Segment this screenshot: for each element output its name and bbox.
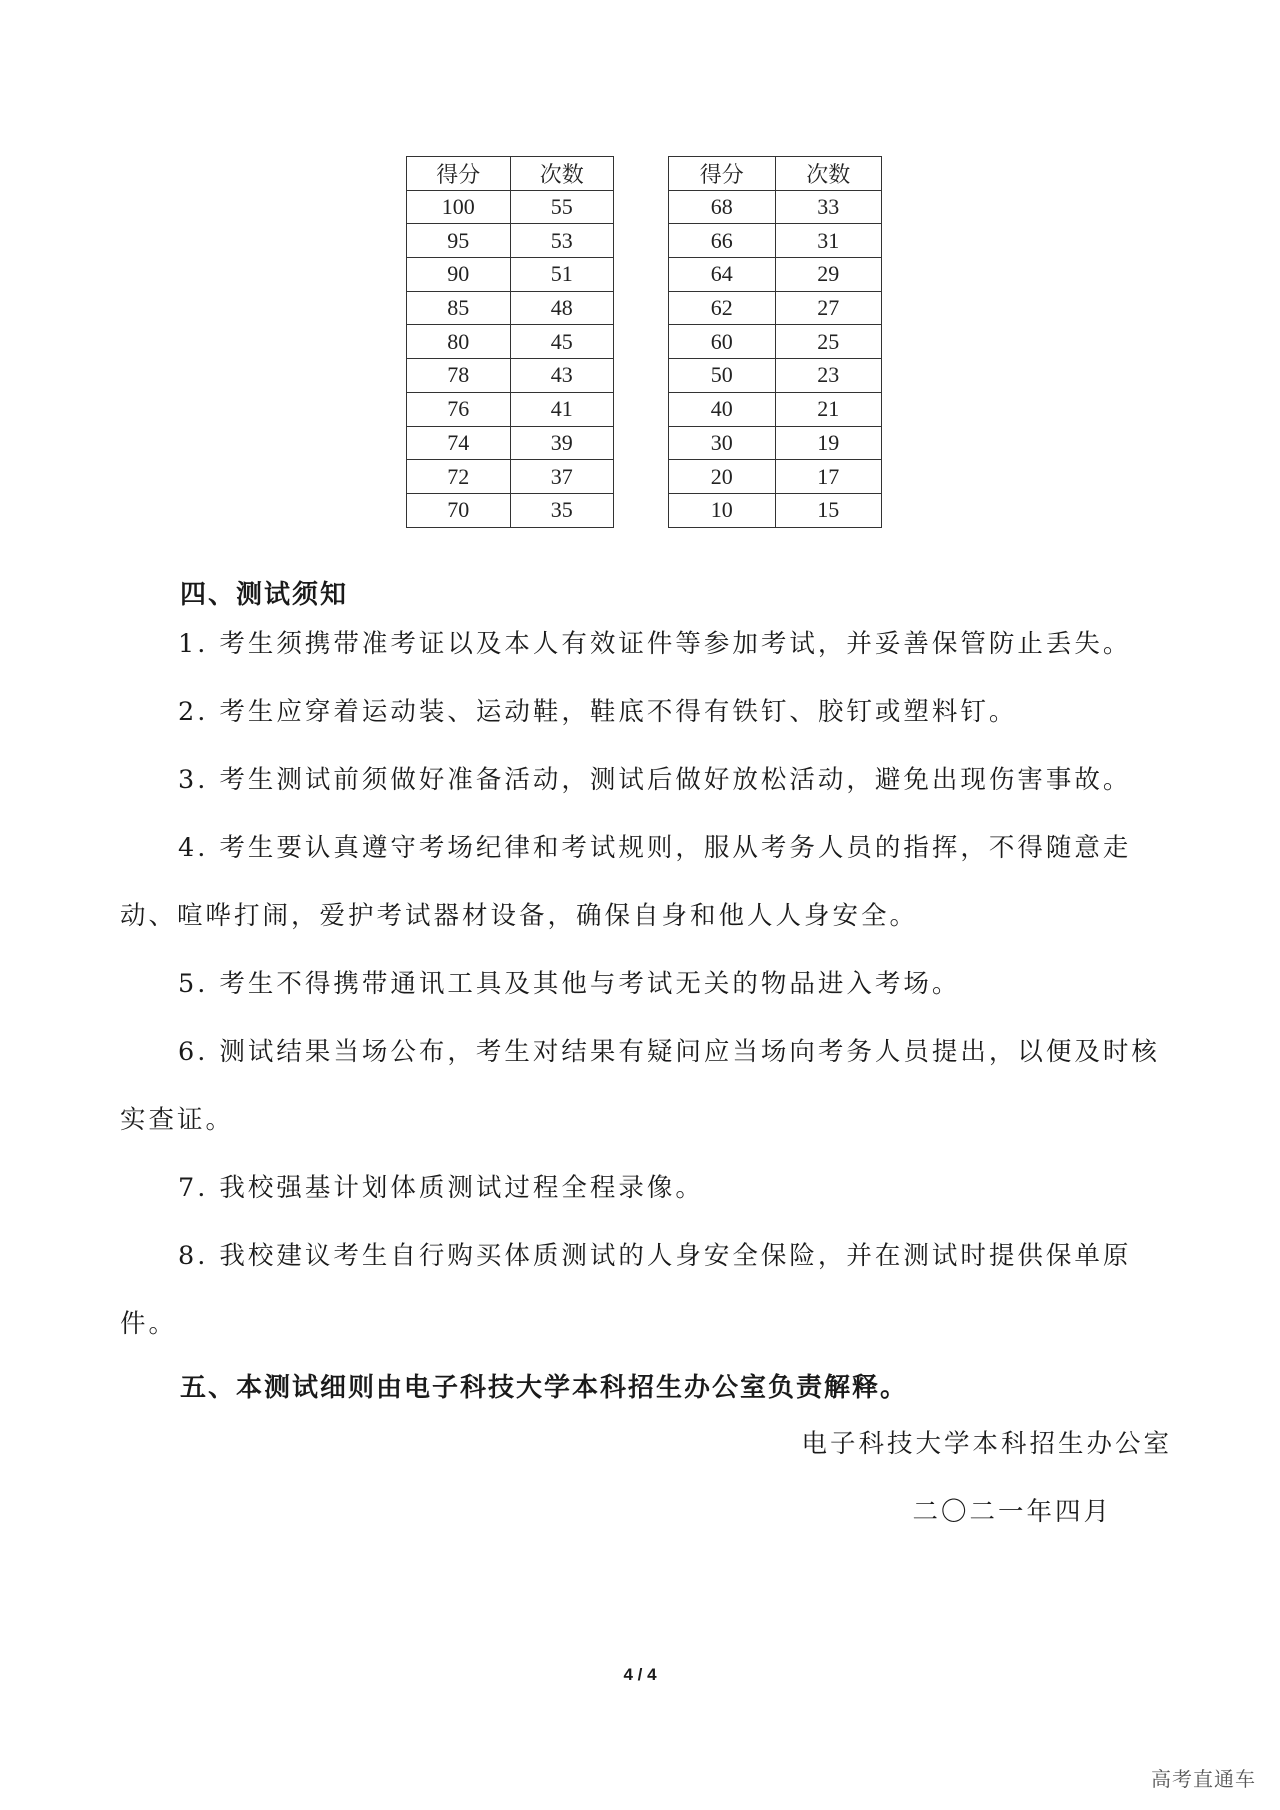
notice-item-1: 1. 考生须携带准考证以及本人有效证件等参加考试，并妥善保管防止丢失。 [178,629,1132,659]
score-cell: 90 [407,258,511,292]
count-cell: 23 [775,359,882,393]
count-cell: 17 [775,460,882,494]
notice-item-3: 3. 考生测试前须做好准备活动，测试后做好放松活动，避免出现伤害事故。 [178,765,1132,795]
table-row [407,392,614,426]
score-cell: 66 [669,224,776,258]
score-cell: 10 [669,493,776,527]
table-row [407,291,614,325]
count-cell: 39 [510,426,614,460]
score-cell: 30 [669,426,776,460]
watermark: 高考直通车 [1151,1767,1256,1791]
score-cell: 62 [669,291,776,325]
score-cell: 64 [669,258,776,292]
score-cell: 80 [407,325,511,359]
count-cell: 27 [775,291,882,325]
count-cell: 41 [510,392,614,426]
table-row [669,460,882,494]
notice-item-5: 5. 考生不得携带通讯工具及其他与考试无关的物品进入考场。 [178,969,961,999]
count-cell: 53 [510,224,614,258]
section5-heading: 五、本测试细则由电子科技大学本科招生办公室负责解释。 [180,1373,909,1403]
score-table-left [406,156,614,528]
count-cell: 31 [775,224,882,258]
header-count: 次数 [510,157,614,191]
table-row [407,258,614,292]
notice-item-4: 4. 考生要认真遵守考场纪律和考试规则，服从考务人员的指挥，不得随意走动、喧哗打闹，爱护考试器材设备，确保自身和他人人身安全。 [120,833,1132,931]
table-row [669,224,882,258]
count-cell: 25 [775,325,882,359]
score-tables [0,156,1280,540]
table-header-row [407,157,614,191]
count-cell: 29 [775,258,882,292]
score-cell: 70 [407,493,511,527]
header-count: 次数 [775,157,882,191]
count-cell: 19 [775,426,882,460]
score-cell: 100 [407,190,511,224]
count-cell: 15 [775,493,882,527]
table-row [669,426,882,460]
table-row [407,325,614,359]
notice-item-8: 8. 我校建议考生自行购买体质测试的人身安全保险，并在测试时提供保单原件。 [120,1241,1132,1339]
score-cell: 50 [669,359,776,393]
score-cell: 60 [669,325,776,359]
score-cell: 72 [407,460,511,494]
header-score: 得分 [669,157,776,191]
score-table-right [668,156,882,528]
table-row [669,359,882,393]
table-row [407,493,614,527]
score-cell: 40 [669,392,776,426]
score-cell: 74 [407,426,511,460]
score-cell: 20 [669,460,776,494]
table-row [407,224,614,258]
section4-heading: 四、测试须知 [180,580,349,610]
table-row [669,258,882,292]
table-body-right [669,190,882,527]
table-header-row [669,157,882,191]
table-body-left [407,190,614,527]
table-row [669,291,882,325]
table-row [407,190,614,224]
table-row [407,460,614,494]
table-row [669,493,882,527]
notice-item-7: 7. 我校强基计划体质测试过程全程录像。 [178,1173,704,1203]
score-cell: 76 [407,392,511,426]
page-number: 4 / 4 [623,1665,657,1684]
score-cell: 78 [407,359,511,393]
table-row [669,190,882,224]
table-row [669,392,882,426]
table-row [407,359,614,393]
table-row [669,325,882,359]
count-cell: 51 [510,258,614,292]
count-cell: 45 [510,325,614,359]
count-cell: 43 [510,359,614,393]
signature-office: 电子科技大学本科招生办公室 [801,1429,1172,1459]
count-cell: 48 [510,291,614,325]
notice-item-6: 6. 测试结果当场公布，考生对结果有疑问应当场向考务人员提出，以便及时核实查证。 [120,1037,1160,1135]
table-row [407,426,614,460]
count-cell: 55 [510,190,614,224]
count-cell: 33 [775,190,882,224]
score-cell: 95 [407,224,511,258]
header-score: 得分 [407,157,511,191]
count-cell: 35 [510,493,614,527]
notice-item-2: 2. 考生应穿着运动装、运动鞋，鞋底不得有铁钉、胶钉或塑料钉。 [178,697,1018,727]
count-cell: 37 [510,460,614,494]
count-cell: 21 [775,392,882,426]
score-cell: 68 [669,190,776,224]
signature-date: 二〇二一年四月 [912,1497,1112,1527]
score-cell: 85 [407,291,511,325]
